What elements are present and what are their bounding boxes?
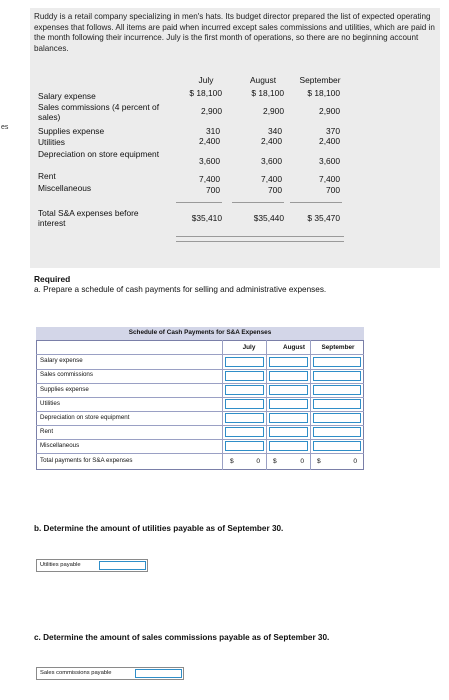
part-b-question: b. Determine the amount of utilities payable as of September 30.	[34, 524, 284, 533]
expense-value: 2,900	[319, 106, 340, 116]
schedule-row-divider	[36, 397, 364, 398]
expense-value: 2,400	[199, 136, 220, 146]
expense-col-august: August	[249, 75, 277, 85]
depreciation-september-input[interactable]	[313, 413, 361, 423]
expense-value: 2,400	[261, 136, 282, 146]
subtotal-rule	[176, 202, 222, 203]
utilities-august-input[interactable]	[269, 399, 308, 409]
utilities-july-input[interactable]	[225, 399, 264, 409]
commissions-august-input[interactable]	[269, 371, 308, 381]
total-july-value: 0	[256, 458, 260, 465]
expense-value: 340	[268, 126, 282, 136]
commissions-payable-label: Sales commissions payable	[40, 670, 112, 676]
expense-value: 7,400	[319, 174, 340, 184]
supplies-august-input[interactable]	[269, 385, 308, 395]
rent-july-input[interactable]	[225, 427, 264, 437]
expense-value: 3,600	[261, 156, 282, 166]
expense-label-utilities: Utilities	[38, 137, 65, 147]
expense-label-misc: Miscellaneous	[38, 183, 92, 193]
expense-value: $ 18,100	[189, 88, 222, 98]
rent-august-input[interactable]	[269, 427, 308, 437]
problem-intro: Ruddy is a retail company specializing in men's hats. Its budget director prepared the list of expected operating expenses that follows. All items are paid when incurred except sales commissions and utilities, which are paid in the month following their incurrence. July is the first month of operations, so there are no beginning account balances.	[34, 12, 435, 53]
total-currency-symbol: $	[230, 458, 234, 465]
expense-value: 700	[268, 185, 282, 195]
schedule-row-label: Sales commissions	[40, 371, 93, 378]
schedule-col-august: August	[282, 344, 305, 351]
commissions-payable-row	[36, 667, 184, 680]
schedule-col-divider	[222, 340, 223, 470]
schedule-row-label: Utilities	[40, 400, 60, 407]
misc-august-input[interactable]	[269, 441, 308, 451]
schedule-row-divider	[36, 383, 364, 384]
expense-label-commissions: Sales commissions (4 percent of sales)	[38, 102, 160, 122]
expense-label-total: Total S&A expenses before interest	[38, 208, 139, 228]
subtotal-rule	[290, 202, 342, 203]
schedule-row-label: Miscellaneous	[40, 442, 80, 449]
schedule-col-divider	[266, 340, 267, 470]
schedule-row-label: Depreciation on store equipment	[40, 414, 130, 421]
utilities-payable-label: Utilities payable	[40, 562, 81, 568]
expense-value: 3,600	[319, 156, 340, 166]
total-september-value: 0	[353, 458, 357, 465]
total-double-rule	[176, 236, 344, 237]
expense-value: 7,400	[261, 174, 282, 184]
utilities-september-input[interactable]	[313, 399, 361, 409]
schedule-col-divider	[310, 340, 311, 470]
schedule-row-label: Rent	[40, 428, 54, 435]
commissions-july-input[interactable]	[225, 371, 264, 381]
salary-august-input[interactable]	[269, 357, 308, 367]
expense-col-september: September	[299, 75, 341, 85]
expense-value: $ 18,100	[251, 88, 284, 98]
expense-label-rent: Rent	[38, 171, 56, 181]
expense-value: 700	[326, 185, 340, 195]
utilities-payable-row	[36, 559, 148, 572]
expense-value: $ 18,100	[307, 88, 340, 98]
schedule-total-label: Total payments for S&A expenses	[40, 457, 133, 464]
schedule-row-label: Salary expense	[40, 357, 83, 364]
schedule-row-divider	[36, 453, 364, 454]
total-currency-symbol: $	[317, 458, 321, 465]
required-heading: Required	[34, 274, 71, 284]
schedule-row-divider	[36, 369, 364, 370]
expense-value: 370	[326, 126, 340, 136]
supplies-july-input[interactable]	[225, 385, 264, 395]
expense-value: 2,900	[263, 106, 284, 116]
edge-text-fragment: es	[1, 124, 9, 131]
expense-total: $35,410	[191, 213, 222, 223]
subtotal-rule	[232, 202, 284, 203]
expense-value: 2,900	[201, 106, 222, 116]
misc-july-input[interactable]	[225, 441, 264, 451]
total-currency-symbol: $	[273, 458, 277, 465]
total-double-rule	[176, 241, 344, 242]
part-c-question: c. Determine the amount of sales commissions payable as of September 30.	[34, 633, 330, 642]
expense-value: 7,400	[199, 174, 220, 184]
salary-september-input[interactable]	[313, 357, 361, 367]
salary-july-input[interactable]	[225, 357, 264, 367]
supplies-september-input[interactable]	[313, 385, 361, 395]
rent-september-input[interactable]	[313, 427, 361, 437]
expense-value: 2,400	[319, 136, 340, 146]
schedule-title: Schedule of Cash Payments for S&A Expenses	[128, 329, 272, 336]
schedule-col-september: September	[321, 344, 355, 351]
misc-september-input[interactable]	[313, 441, 361, 451]
commissions-payable-input[interactable]	[135, 669, 182, 678]
schedule-row-label: Supplies expense	[40, 386, 89, 393]
expense-value: 3,600	[199, 156, 220, 166]
total-august-value: 0	[300, 458, 304, 465]
utilities-payable-input[interactable]	[99, 561, 146, 570]
expense-label-salary: Salary expense	[38, 91, 96, 101]
commissions-september-input[interactable]	[313, 371, 361, 381]
schedule-col-july: July	[242, 344, 256, 351]
schedule-row-divider	[36, 425, 364, 426]
depreciation-august-input[interactable]	[269, 413, 308, 423]
expense-total: $ 35,470	[307, 213, 340, 223]
expense-value: 700	[206, 185, 220, 195]
required-part-a: a. Prepare a schedule of cash payments for selling and administrative expenses.	[34, 285, 327, 294]
expense-label-supplies: Supplies expense	[38, 126, 105, 136]
expense-label-depreciation: Depreciation on store equipment	[38, 149, 160, 159]
schedule-row-divider	[36, 354, 364, 355]
expense-value: 310	[206, 126, 220, 136]
expense-total: $35,440	[253, 213, 284, 223]
schedule-row-divider	[36, 439, 364, 440]
schedule-row-divider	[36, 411, 364, 412]
expense-col-july: July	[198, 75, 214, 85]
depreciation-july-input[interactable]	[225, 413, 264, 423]
